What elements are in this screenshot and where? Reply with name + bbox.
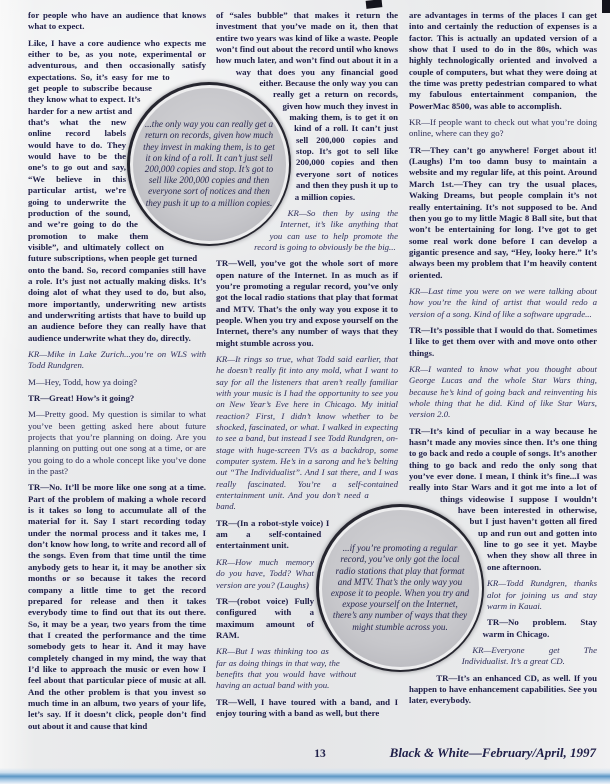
paragraph: TR—Well, I have toured with a band, and I enjoy touring with a band as well, but there: [216, 696, 398, 718]
paragraph: KR—It rings so true, what Todd said earlier, that he doesn’t really fit into any mold, what I want to say for all the listeners that aren’t really familiar with your music is I had the opportunity to see you on New Year’s Eve here in Chicago. My initial reaction? First, I didn’t know whether to be shocked, fascinated, or what. I walked in expecting to see a band, but instead I see Todd Rundgren, on-stage with huge-screen TVs as a backdrop, some computer system. He’s in a sarong and he’s belting out “The Individualist”. And I sat there, and I was really fascinated. You’re a self-contained entertainment unit. And you don’t need a band.: [216, 353, 398, 512]
scan-artifact-mark: [366, 0, 383, 9]
paragraph: TR—(robot voice) Fully configured with a maximum amount of RAM.: [216, 595, 314, 640]
paragraph: M—Hey, Todd, how ya doing?: [28, 376, 138, 387]
paragraph: M—Pretty good. My question is similar to what you’ve been getting asked here about future projects that you’re planning on doing. Are you planning on putting out one song at a time, or are you going to do a whole concept like you’ve done in the past?: [28, 409, 206, 477]
paragraph: TR—It’s an enhanced CD, as well. If you happen to have enhancement capabilities. See you later, everybody.: [409, 672, 597, 706]
paragraph: KR—Everyone get The Individualist. It’s a great CD.: [461, 644, 597, 667]
paragraph: for people who have an audience that knows what to expect.: [28, 10, 206, 32]
magazine-credit: Black & White—February/April, 1997: [389, 745, 596, 760]
paragraph: KR—So then by using the Internet, it’s like anything that you can use to help promote the record is going to obviously be the big...: [254, 207, 398, 252]
pull-quote-ring: [130, 85, 289, 244]
scan-edge-band: [0, 768, 610, 784]
paragraph: KR—If people want to check out what you’re doing online, where can they go?: [409, 117, 597, 139]
pull-quote-circle-top: [127, 82, 291, 246]
paragraph: TR—(In a robot-style voice) I am a self-contained entertainment unit.: [216, 517, 330, 551]
paragraph: Like, I have a core audience who expects me either to be, as you note, experimental or adventurous, and then occasionally satisfy expectations. So, it’s easy for me to get people to subscribe because they know what to expect. It’s harder for a new artist and that’s what the new online record labels would have to do. They would have to be the one’s to go out and say, “We believe in this particular artist, we’re going to underwrite the production of the sound, and we’re going to do the promotion to make them visible”, and ultimately collect on future subscriptions, when people get turned onto the band. So, record companies still have a role. It’s just not actually making disks. It’s doing alot of what they used to do, but also, more importantly, underwriting new artists and underwriting artists that have to build up an audience before they can really have that audience underwrite what they do, directly.: [28, 37, 206, 343]
pull-quote-ring: [319, 507, 482, 670]
pull-quote-circle-bottom: [316, 504, 484, 672]
paragraph: TR—It’s possible that I would do that. Sometimes I like to get them over with and move onto other things.: [409, 324, 597, 358]
scan-artifact-mark: [602, 0, 610, 13]
pull-quote-text: ...the only way you can really get a return on records, given how much they invest in making them, is to get it on kind of a roll. It can’t just sell 200,000 copies and stop. It’s got to sell like 200,000 copies and then everyone sort of notices and then they push it up to a million copies.: [133, 88, 286, 241]
page-number: 13: [314, 748, 326, 760]
paragraph: KR—But I was thinking too as far as doing things in that way, the benefits that you would have without having an actual band with you.: [216, 646, 357, 691]
paragraph: TR—No. It’ll be more like one song at a time. Part of the problem of making a whole record is it takes so long to accumulate all of the material for it. Say I start recording today under the normal process and it takes me, I don’t know how long, to write and record all of the songs. Even from that time until the time anybody gets to hear it, it may be another six months or so because it takes the record company a little time to get the record prepared for release and then it takes everybody time to find out that its out there. So, it may be a year, two years from the time that I created the performance and the time somebody gets to hear it. And it may have completely changed in my mind, the way that I’d like to approach the music or even how I feel about that particular piece of music at all. And the other problem is that you invest so much time in an album, two years of your life, let’s say. If it doesn’t click, people don’t find out about it and cause that kind: [28, 482, 206, 731]
paragraph: KR—Todd Rundgren, thanks alot for joining us and stay warm in Kauai.: [487, 578, 597, 611]
paragraph: KR—Mike in Lake Zurich...you’re on WLS with Todd Rundgren.: [28, 348, 206, 371]
paragraph: KR—How much memory do you have, Todd? What version are you? (Laughs): [216, 556, 314, 590]
pull-quote-text: ...if you’re promoting a regular record, you’ve only got the local radio stations that play that format and MTV. That’s the only way you expose it to people. When you try and expose yourself on the Internet, there’s any number of ways that they might stumble across you.: [322, 510, 479, 667]
paragraph: TR—It’s kind of peculiar in a way because he hasn’t made any movies since then. It’s one thing to go back and redo a couple of songs. It’s another thing to go back and redo the only song that you’ve ever done. I mean, I think it’s fine...I was really into Star Wars and it got me into a lot of things videowise I suppose I wouldn’t have been interested in otherwise, but I just haven’t gotten all fired up and run out and gotten into line to go see it yet. Maybe when they show all three in one afternoon.: [409, 425, 597, 572]
paragraph: are advantages in terms of the places I can get into and certainly the reduction of expenses is a factor. This is actually an updated version of a show that I used to do in the 80s, which was highly technologically oriented and involved a couple of computers, but what they were doing at the time was pretty pedestrian compared to what my fabulous entertainment companion, the PowerMac 8500, was able to accomplish.: [409, 10, 597, 111]
paragraph: TR—No problem. Stay warm in Chicago.: [482, 617, 597, 639]
paragraph: of “sales bubble” that makes it return the investment that you’ve made on it, then that entire two years was kind of like a waste. People won’t find out about the record until who knows how much later, and won’t find out about it in a way that does you any financial good either. Because the only way you can really get a return on records, given how much they invest in making them, is to get it on kind of a roll. It can’t just sell 200,000 copies and stop. It’s got to sell like 200,000 copies and then everyone sort of notices and then they push it up to a million copies.: [216, 10, 398, 202]
paragraph: TR—They can’t go anywhere! Forget about it! (Laughs) I’m too damn busy to maintain a website and my regular life, at this point. Around March 1st.—They can try the usual places, Waking Dreams, but people complain it’s not really entertaining. It’s not supposed to be. And then you go to my little Magic 8 Ball site, but that won’t be entertaining for long. I’ve got to get some real work done before I can develop a gigantic presence and say, “Hey, looky here.” It’s always been my problem that I’m heavily content oriented.: [409, 144, 597, 280]
paragraph: TR—Well, you’ve got the whole sort of more open nature of the Internet. In as much as if you’re promoting a regular record, you’ve only got the local radio stations that play that format and MTV. That’s the only way you expose it to people. When you try and expose yourself on the Internet, there’s any number of ways that they might stumble across you.: [216, 258, 398, 348]
paragraph: TR—Great! How’s it going?: [28, 393, 135, 403]
paragraph: KR—Last time you were on we were talking about how you’re the kind of artist that would redo a version of a song. Kind of like a software upgrade...: [409, 285, 597, 319]
paragraph: KR—I wanted to know what you thought about George Lucas and the whole Star Wars thing, because he’s kind of going back and reinventing his whole thing that he did. Kind of like Star Wars, version 2.0.: [409, 363, 597, 420]
